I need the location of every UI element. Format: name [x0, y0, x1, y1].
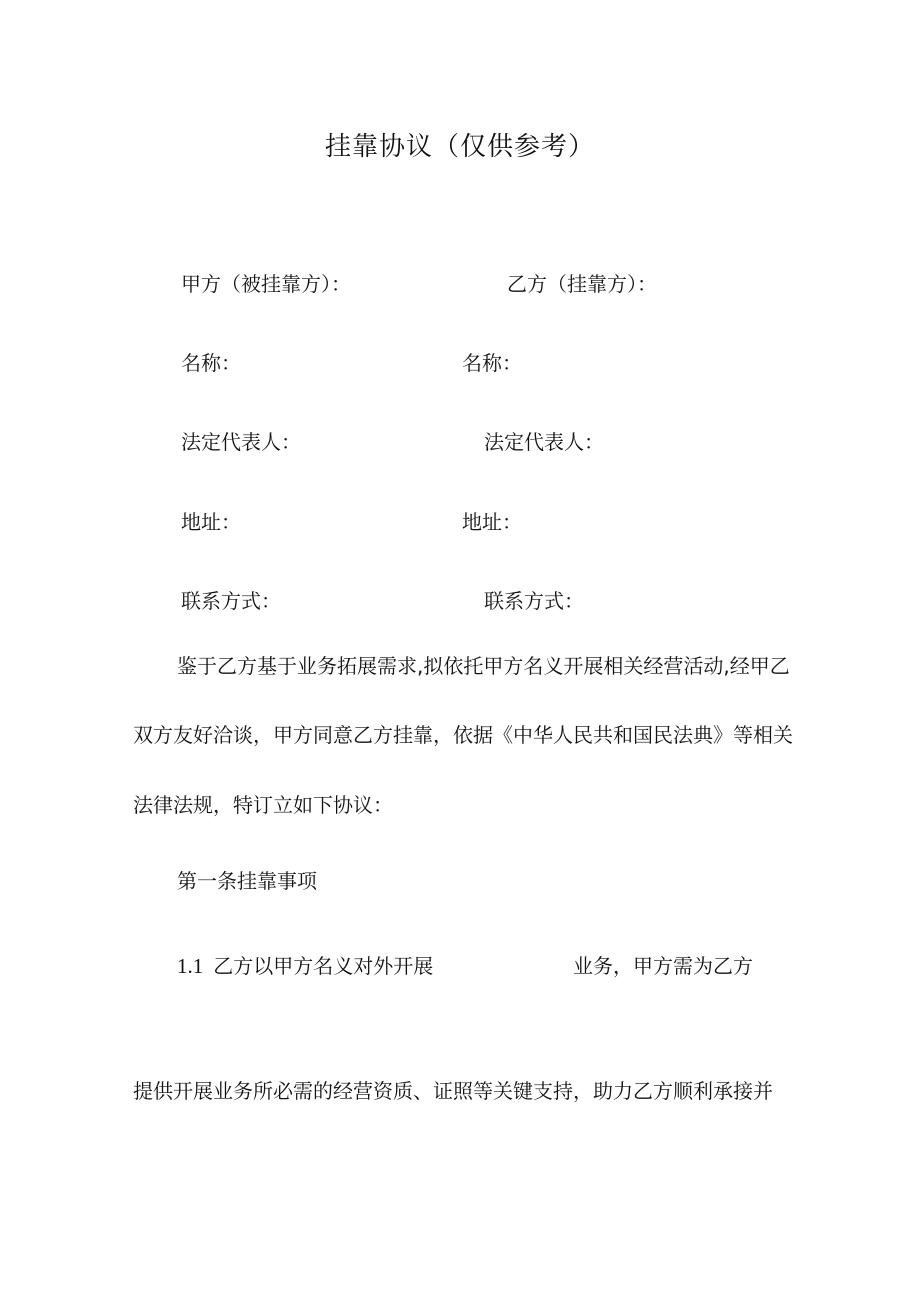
- preamble-line-1: 鉴于乙方基于业务拓展需求,拟依托甲方名义开展相关经营活动,经甲乙: [177, 654, 790, 678]
- party-a-address-label: 地址：: [181, 510, 241, 534]
- document-title: 挂靠协议（仅供参考）: [324, 132, 595, 162]
- clause-1-1-text: [177, 954, 433, 978]
- preamble-line-2: 双方友好洽谈，甲方同意乙方挂靠，依据《中华人民共和国民法典》等相关: [133, 723, 793, 747]
- clause-1-1-part-1: 乙方以甲方名义对外开展: [213, 954, 434, 978]
- party-a-name-label: 名称：: [181, 351, 241, 375]
- article-1-heading: 第一条挂靠事项: [177, 869, 317, 893]
- party-b-heading: 乙方（挂靠方）：: [507, 272, 657, 296]
- clause-number: 1.1: [177, 954, 204, 978]
- party-a-contact-label: 联系方式：: [181, 589, 281, 613]
- party-a-legal-rep-label: 法定代表人：: [181, 430, 301, 454]
- clause-1-1-part-2: 业务，甲方需为乙方: [573, 954, 753, 978]
- party-b-legal-rep-label: 法定代表人：: [484, 430, 604, 454]
- party-b-name-label: 名称：: [462, 351, 522, 375]
- party-b-address-label: 地址：: [462, 510, 522, 534]
- preamble-line-3: 法律法规，特订立如下协议：: [133, 793, 393, 817]
- party-a-heading: 甲方（被挂靠方）：: [181, 272, 351, 296]
- party-b-contact-label: 联系方式：: [484, 589, 584, 613]
- clause-1-1-line-2: 提供开展业务所必需的经营资质、证照等关键支持，助力乙方顺利承接并: [133, 1079, 773, 1103]
